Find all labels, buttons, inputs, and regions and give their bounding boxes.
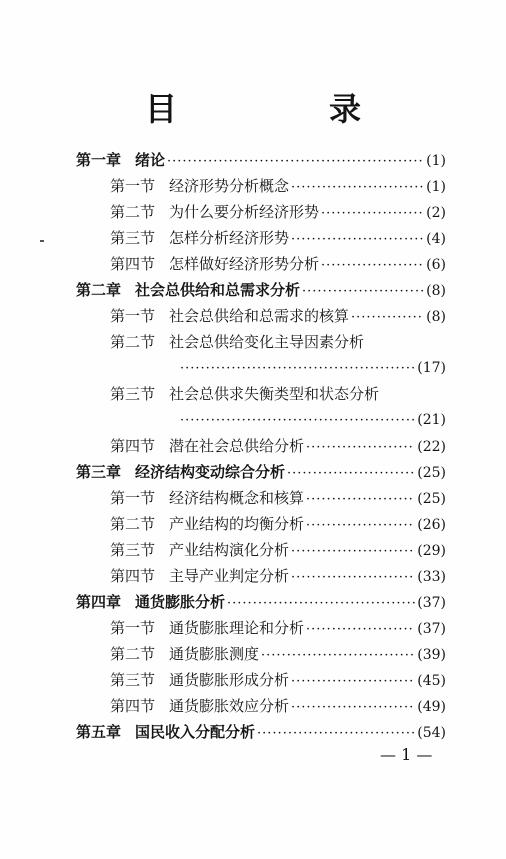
toc-entry: [110, 540, 446, 560]
chapter-title: 国民收入分配分析: [135, 723, 256, 741]
section-title: 经济形势分析概念: [169, 177, 290, 195]
toc-entry: [110, 488, 446, 508]
section-label: 第一节: [110, 489, 156, 507]
toc-entry-continuation: [178, 410, 446, 430]
section-label: 第一节: [110, 619, 156, 637]
section-label: 第三节: [110, 541, 156, 559]
section-title: 社会总供给和总需求的核算: [169, 307, 350, 325]
toc-entry: [110, 176, 446, 196]
dot-leader: [180, 411, 415, 431]
section-title: 通货膨胀理论和分析: [169, 619, 305, 637]
section-label: 第一节: [110, 307, 156, 325]
chapter-title: 通货膨胀分析: [135, 593, 226, 611]
dot-leader: [291, 178, 424, 198]
toc-entry: [110, 618, 446, 638]
toc-entry: [76, 150, 446, 170]
toc-entry: [110, 696, 446, 716]
section-title: 经济结构概念和核算: [169, 489, 305, 507]
page-ref: (25): [417, 491, 446, 507]
section-label: 第二节: [110, 515, 156, 533]
dot-leader: [261, 646, 415, 666]
page-ref: (4): [426, 231, 446, 247]
page-ref: (54): [417, 725, 446, 741]
dot-leader: [227, 594, 415, 614]
page-ref: (21): [417, 412, 446, 428]
dot-leader: [291, 230, 424, 250]
chapter-label: 第五章: [76, 723, 122, 741]
toc-entry: [110, 254, 446, 274]
dot-leader: [351, 308, 424, 328]
dot-leader: [302, 282, 424, 302]
toc-entry: [110, 566, 446, 586]
dot-leader: [291, 698, 415, 718]
section-title: 怎样分析经济形势: [169, 229, 290, 247]
page-ref: (33): [417, 569, 446, 585]
page-ref: (49): [417, 699, 446, 715]
section-label: 第四节: [110, 437, 156, 455]
dot-leader: [306, 490, 415, 510]
toc-entry: [110, 644, 446, 664]
dot-leader: [291, 542, 415, 562]
page-ref: (22): [417, 439, 446, 455]
page-ref: (25): [417, 465, 446, 481]
toc-entry: [110, 306, 446, 326]
toc-entry: [76, 592, 446, 612]
page-ref: (1): [426, 179, 446, 195]
dot-leader: [306, 516, 415, 536]
toc-entry: [110, 514, 446, 534]
dot-leader: [291, 568, 415, 588]
section-label: 第三节: [110, 229, 156, 247]
section-title: 主导产业判定分析: [169, 567, 290, 585]
chapter-label: 第三章: [76, 463, 122, 481]
dot-leader: [287, 464, 415, 484]
dot-leader: [321, 204, 424, 224]
page-ref: (2): [426, 205, 446, 221]
toc-entry-continuation: [178, 358, 446, 378]
toc-entry: [76, 280, 446, 300]
toc-entry: [110, 670, 446, 690]
dot-leader: [321, 256, 424, 276]
chapter-title: 经济结构变动综合分析: [135, 463, 286, 481]
section-title: 通货膨胀效应分析: [169, 697, 290, 715]
section-title: 社会总供给变化主导因素分析: [169, 333, 365, 351]
toc-entry: [110, 436, 446, 456]
scan-speck: [40, 240, 44, 242]
toc-entry: [110, 202, 446, 222]
section-title: 产业结构的均衡分析: [169, 515, 305, 533]
section-label: 第一节: [110, 177, 156, 195]
section-title: 潜在社会总供给分析: [169, 437, 305, 455]
page-ref: (8): [426, 283, 446, 299]
toc-entry: [110, 332, 446, 352]
page-ref: (39): [417, 647, 446, 663]
section-title: 通货膨胀测度: [169, 645, 260, 663]
page-ref: (45): [417, 673, 446, 689]
section-label: 第三节: [110, 671, 156, 689]
section-label: 第二节: [110, 333, 156, 351]
section-label: 第二节: [110, 203, 156, 221]
page-ref: (26): [417, 517, 446, 533]
dot-leader: [257, 724, 415, 744]
dot-leader: [291, 672, 415, 692]
page-ref: (1): [426, 153, 446, 169]
section-title: 通货膨胀形成分析: [169, 671, 290, 689]
chapter-label: 第四章: [76, 593, 122, 611]
dot-leader: [306, 620, 415, 640]
section-label: 第四节: [110, 697, 156, 715]
page-ref: (6): [426, 257, 446, 273]
toc-entry: [76, 722, 446, 742]
section-title: 社会总供求失衡类型和状态分析: [169, 385, 380, 403]
page-ref: (8): [426, 309, 446, 325]
page-ref: (29): [417, 543, 446, 559]
section-label: 第四节: [110, 567, 156, 585]
section-title: 为什么要分析经济形势: [169, 203, 320, 221]
chapter-title: 社会总供给和总需求分析: [135, 281, 301, 299]
toc-entry: [110, 384, 446, 404]
toc-entry: [110, 228, 446, 248]
dot-leader: [306, 438, 415, 458]
section-label: 第三节: [110, 385, 156, 403]
chapter-label: 第一章: [76, 151, 122, 169]
dot-leader: [167, 152, 424, 172]
section-label: 第四节: [110, 255, 156, 273]
page-ref: (17): [417, 360, 446, 376]
page-number: — 1 —: [380, 745, 433, 764]
page-ref: (37): [417, 621, 446, 637]
chapter-label: 第二章: [76, 281, 122, 299]
dot-leader: [180, 359, 415, 379]
page-title: 目 录: [144, 90, 421, 128]
section-title: 产业结构演化分析: [169, 541, 290, 559]
section-title: 怎样做好经济形势分析: [169, 255, 320, 273]
page-ref: (37): [417, 595, 446, 611]
section-label: 第二节: [110, 645, 156, 663]
toc-entry: [76, 462, 446, 482]
chapter-title: 绪论: [135, 151, 166, 169]
